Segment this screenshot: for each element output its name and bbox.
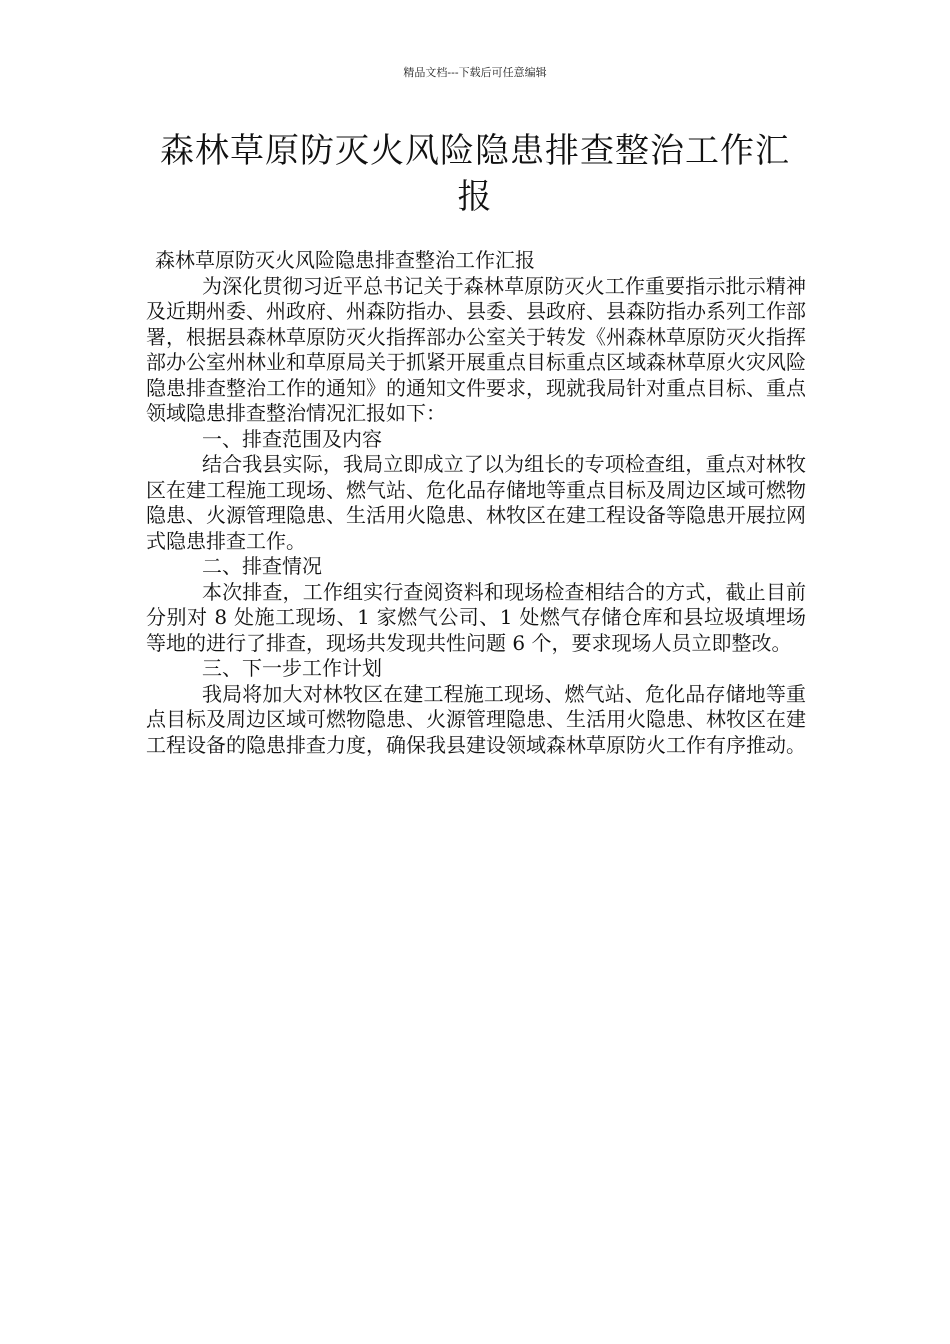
document-title: 森林草原防灭火风险隐患排查整治工作汇报 xyxy=(160,131,790,217)
document-body xyxy=(146,248,806,758)
section-body-plan: 我局将加大对林牧区在建工程施工现场、燃气站、危化品存储地等重点目标及周边区域可燃物隐患、火源管理隐患、生活用火隐患、林牧区在建工程设备的隐患排查力度，确保我县建设领域森林草原防火工作有序推动。 xyxy=(146,681,806,757)
intro-paragraph: 为深化贯彻习近平总书记关于森林草原防灭火工作重要指示批示精神及近期州委、州政府、州森防指办、县委、县政府、县森防指办系列工作部署，根据县森林草原防灭火指挥部办公室关于转发《州森林草原防灭火指挥部办公室州林业和草原局关于抓紧开展重点目标重点区域森林草原火灾风险隐患排查整治工作的通知》的通知文件要求，现就我局针对重点目标、重点领域隐患排查整治情况汇报如下： xyxy=(146,273,806,425)
section-body-scope: 结合我县实际，我局立即成立了以为组长的专项检查组，重点对林牧区在建工程施工现场、燃气站、危化品存储地等重点目标及周边区域可燃物隐患、火源管理隐患、生活用火隐患、林牧区在建工程设备等隐患开展拉网式隐患排查工作。 xyxy=(146,452,806,553)
document-subtitle: 森林草原防灭火风险隐患排查整治工作汇报 xyxy=(155,248,535,272)
page-header-note: 精品文档---下载后可任意编辑 xyxy=(403,66,547,79)
section-heading-plan: 三、下一步工作计划 xyxy=(202,656,382,680)
section-heading-scope: 一、排查范围及内容 xyxy=(202,426,382,451)
section-heading-status: 二、排查情况 xyxy=(202,554,322,578)
section-body-status: 本次排查，工作组实行查阅资料和现场检查相结合的方式，截止目前分别对 8 处施工现场、1 家燃气公司、1 处燃气存储仓库和县垃圾填埋场等地的进行了排查，现场共发现共性问题 6 个，要求现场人员立即整改。 xyxy=(146,579,806,655)
